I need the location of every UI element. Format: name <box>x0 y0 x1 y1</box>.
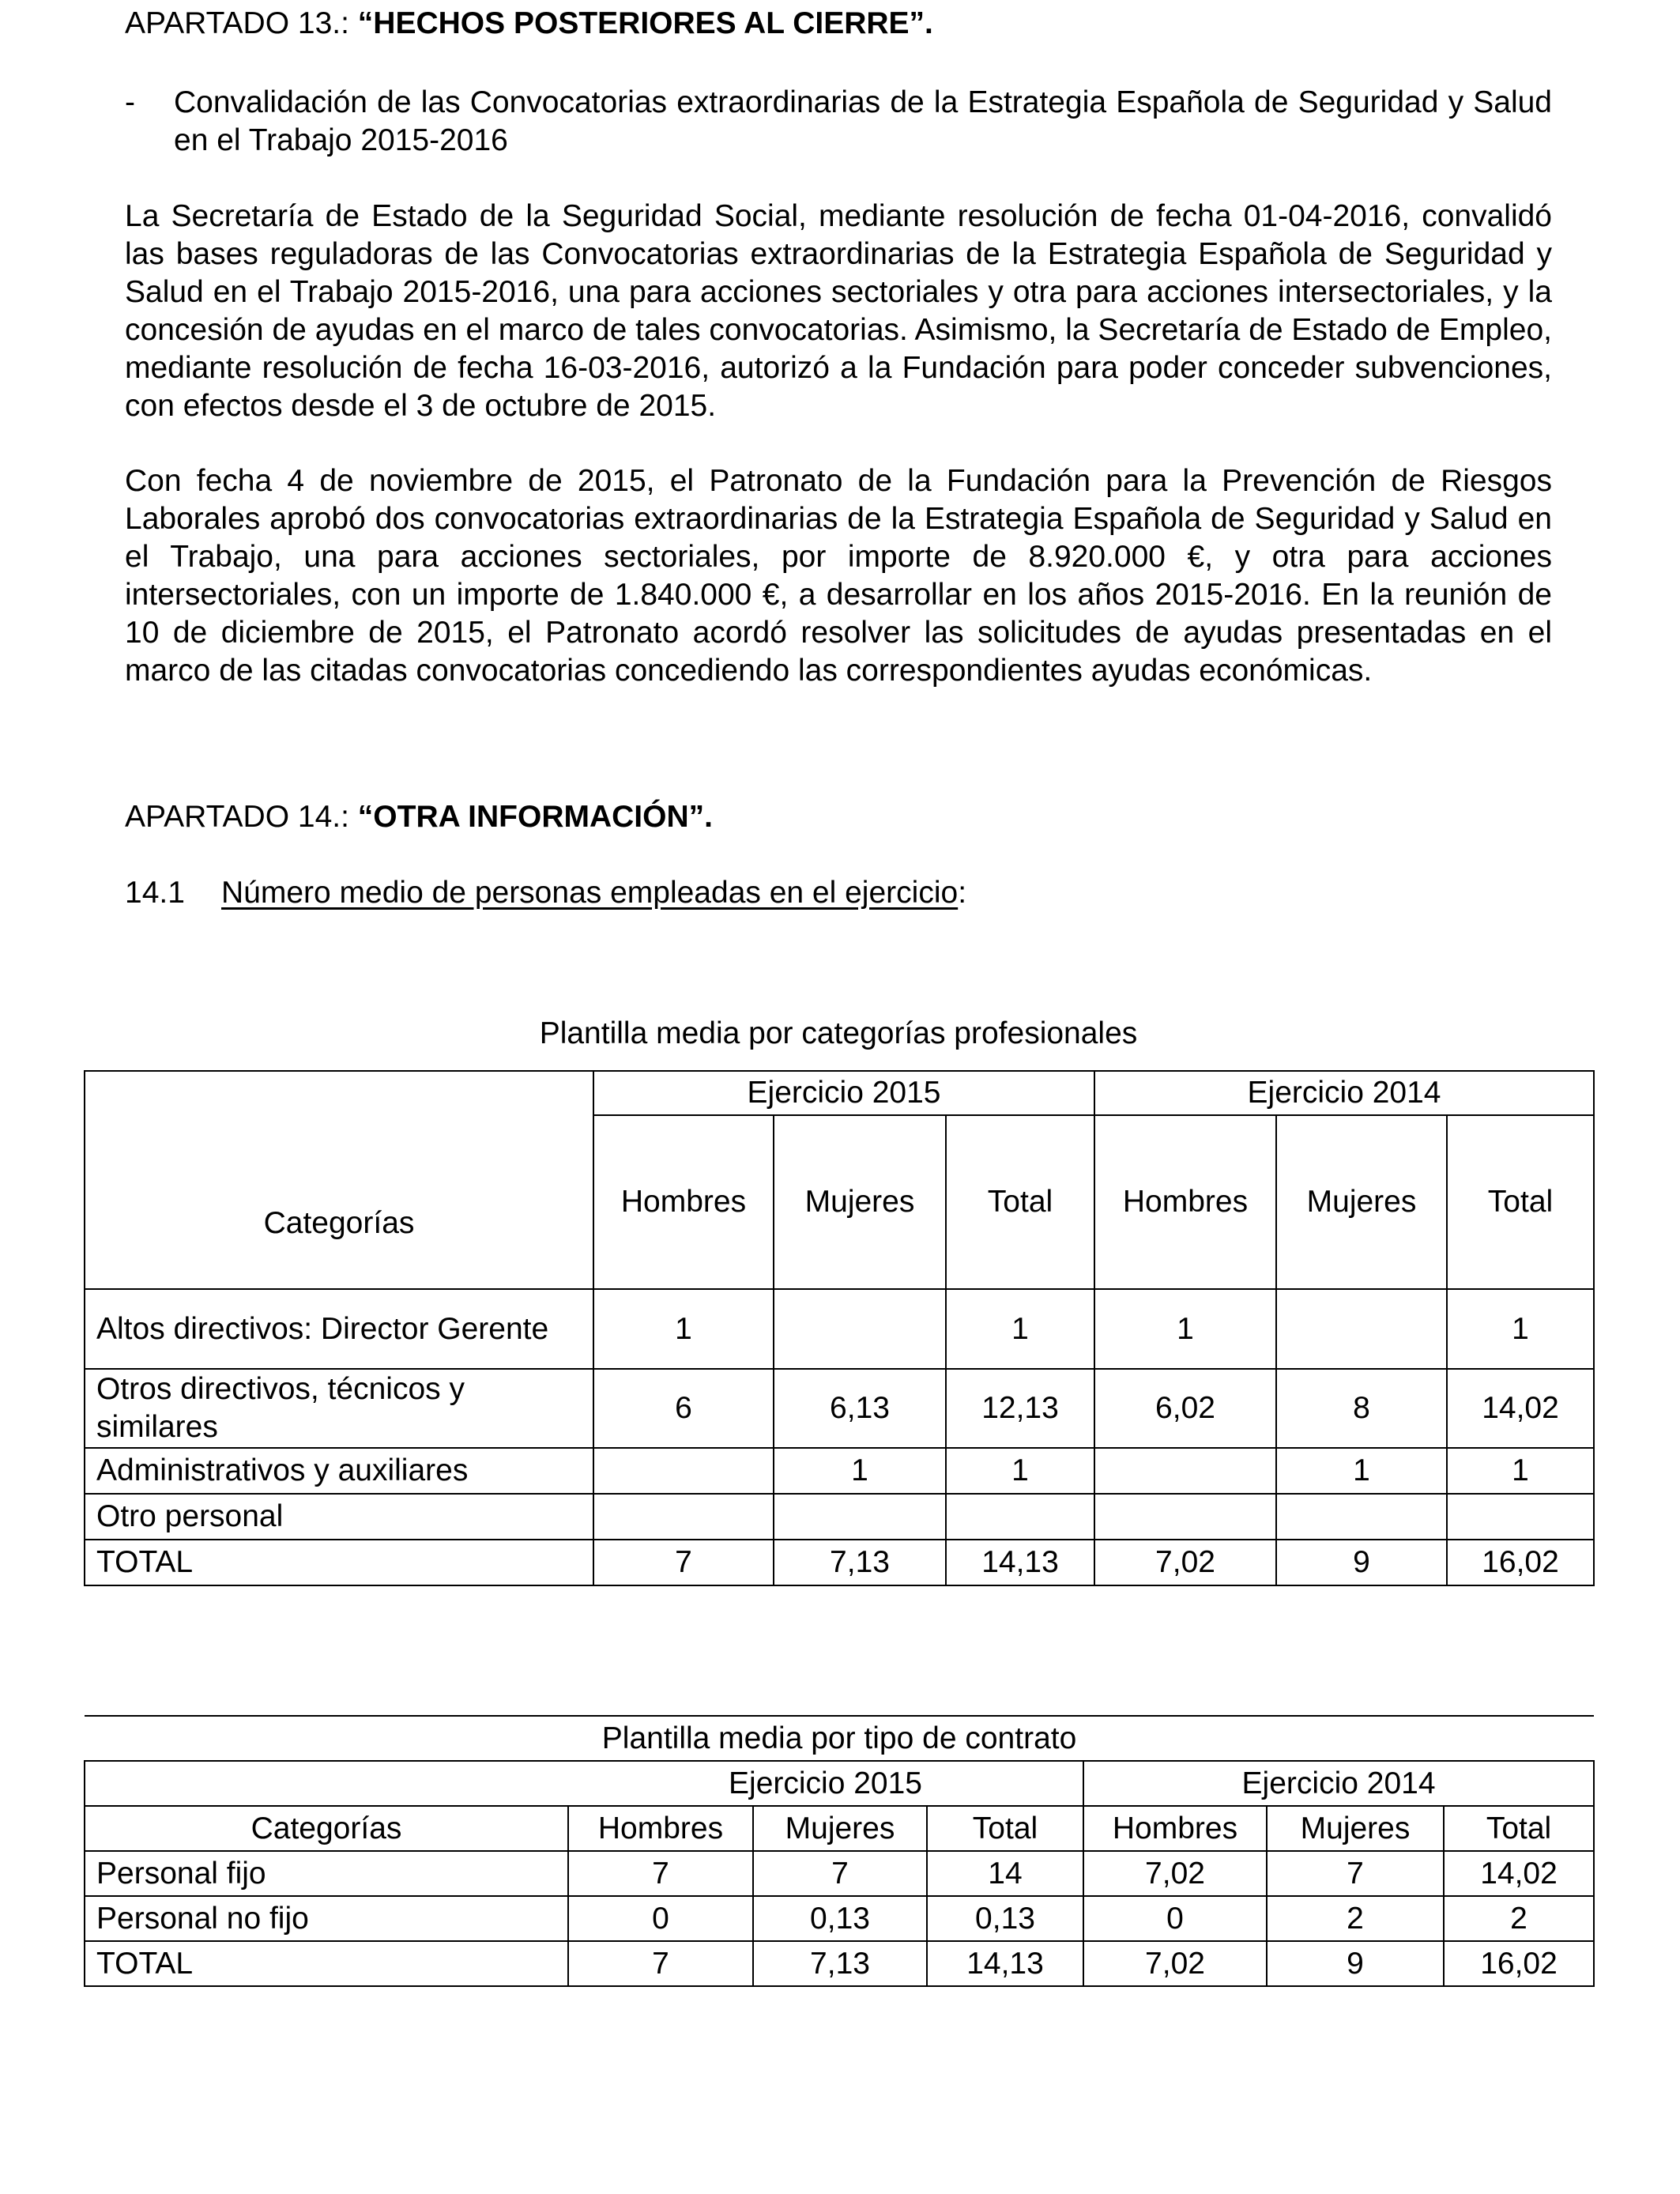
cell: 7 <box>568 1941 753 1986</box>
subsection-number: 14.1 <box>125 876 185 910</box>
cell: 2 <box>1267 1896 1444 1941</box>
table-2-column-headers <box>85 1806 1594 1851</box>
cell: 14,02 <box>1444 1851 1594 1896</box>
cell: 0 <box>1083 1896 1267 1941</box>
table-1-year-2015: Ejercicio 2015 <box>593 1071 1094 1115</box>
cell: 1 <box>774 1448 946 1494</box>
table-2-year-2015: Ejercicio 2015 <box>568 1761 1083 1806</box>
section-13-title: “HECHOS POSTERIORES AL CIERRE”. <box>357 6 933 40</box>
table-2-year-2014: Ejercicio 2014 <box>1083 1761 1594 1806</box>
cell <box>593 1448 774 1494</box>
table-2-col-total-2015: Total <box>927 1806 1083 1851</box>
section-14-prefix: APARTADO 14.: <box>125 800 358 834</box>
table-contract-type <box>84 1715 1595 1987</box>
cell: 12,13 <box>946 1369 1094 1448</box>
cell: 1 <box>1447 1289 1594 1369</box>
table-2-col-mujeres-2015: Mujeres <box>753 1806 927 1851</box>
section-13-paragraph-1 <box>125 198 1552 425</box>
cell: 0,13 <box>927 1896 1083 1941</box>
cell: 1 <box>593 1289 774 1369</box>
cell: 6 <box>593 1369 774 1448</box>
cell: 0 <box>568 1896 753 1941</box>
table-1-year-row <box>85 1071 1594 1115</box>
bullet-item <box>125 84 1552 160</box>
paragraph-2-text: Con fecha 4 de noviembre de 2015, el Patronato de la Fundación para la Prevención de Riesgos Laborales aprobó dos convocatorias extraordinarias de la Estrategia Española de Seguridad y Salud en el Trabajo, una para acciones sectoriales, por importe de 8.920.000 €, y otra para acciones intersectoriales, con un importe de 1.840.000 €, a desarrollar en los años 2015-2016. En la reunión de 10 de diciembre de 2015, el Patronato acordó resolver las solicitudes de ayudas presentadas en el marco de las citadas convocatorias concediendo las correspondientes ayudas económicas. <box>125 464 1552 688</box>
paragraph-1-text: La Secretaría de Estado de la Seguridad Social, mediante resolución de fecha 01-04-2016, convalidó las bases reguladoras de las Convocatorias extraordinarias de la Estrategia Española de Seguridad y Salud en el Trabajo 2015-2016, una para acciones sectoriales y otra para acciones intersectoriales, y la concesión de ayudas en el marco de tales convocatorias. Asimismo, la Secretaría de Estado de Empleo, mediante resolución de fecha 16-03-2016, autorizó a la Fundación para poder conceder subvenciones, con efectos desde el 3 de octubre de 2015. <box>125 199 1552 423</box>
table-1-col-total-2014: Total <box>1447 1115 1594 1289</box>
table-2-year-row <box>85 1761 1594 1806</box>
table-row <box>85 1289 1594 1369</box>
table-2-categories-header: Categorías <box>85 1806 568 1851</box>
table-1-categories-header: Categorías <box>85 1071 593 1289</box>
table-row <box>85 1448 1594 1494</box>
cell: 7,13 <box>774 1540 946 1585</box>
bullet-dash: - <box>125 85 135 119</box>
section-13-paragraph-2 <box>125 462 1552 690</box>
cell: 6,13 <box>774 1369 946 1448</box>
cell <box>1447 1494 1594 1540</box>
row-label: TOTAL <box>85 1941 568 1986</box>
table-row <box>85 1851 1594 1896</box>
cell: 7,02 <box>1083 1941 1267 1986</box>
cell: 7,02 <box>1083 1851 1267 1896</box>
table-1-col-total-2015: Total <box>946 1115 1094 1289</box>
cell: 1 <box>946 1289 1094 1369</box>
cell <box>946 1494 1094 1540</box>
table-1-col-hombres-2015: Hombres <box>593 1115 774 1289</box>
cell <box>593 1494 774 1540</box>
row-label: TOTAL <box>85 1540 593 1585</box>
table-2-empty-cell <box>85 1761 568 1806</box>
cell: 7 <box>753 1851 927 1896</box>
subsection-14-1 <box>125 874 1552 912</box>
table-2-title-row <box>85 1716 1594 1761</box>
table-1-col-mujeres-2014: Mujeres <box>1276 1115 1447 1289</box>
row-label: Altos directivos: Director Gerente <box>85 1289 593 1369</box>
cell <box>1094 1494 1276 1540</box>
cell: 7 <box>593 1540 774 1585</box>
cell <box>1276 1289 1447 1369</box>
cell: 1 <box>1276 1448 1447 1494</box>
cell: 7,13 <box>753 1941 927 1986</box>
table-1-year-2014: Ejercicio 2014 <box>1094 1071 1594 1115</box>
cell: 16,02 <box>1444 1941 1594 1986</box>
row-label: Otro personal <box>85 1494 593 1540</box>
subsection-title: Número medio de personas empleadas en el ejercicio <box>221 876 959 910</box>
table-2-col-total-2014: Total <box>1444 1806 1594 1851</box>
table-2-col-hombres-2014: Hombres <box>1083 1806 1267 1851</box>
cell: 6,02 <box>1094 1369 1276 1448</box>
cell <box>774 1494 946 1540</box>
table-row-total <box>85 1941 1594 1986</box>
table-row <box>85 1369 1594 1448</box>
cell: 2 <box>1444 1896 1594 1941</box>
row-label: Administrativos y auxiliares <box>85 1448 593 1494</box>
table-row <box>85 1896 1594 1941</box>
table-1-title: Plantilla media por categorías profesionales <box>539 1016 1138 1050</box>
table-1-col-hombres-2014: Hombres <box>1094 1115 1276 1289</box>
table-2-col-mujeres-2014: Mujeres <box>1267 1806 1444 1851</box>
cell: 9 <box>1276 1540 1447 1585</box>
table-row-total <box>85 1540 1594 1585</box>
section-13-prefix: APARTADO 13.: <box>125 6 358 40</box>
table-2-title: Plantilla media por tipo de contrato <box>85 1716 1594 1761</box>
cell: 8 <box>1276 1369 1447 1448</box>
subsection-colon: : <box>958 876 967 910</box>
cell <box>1094 1448 1276 1494</box>
cell: 9 <box>1267 1941 1444 1986</box>
table-2-col-hombres-2015: Hombres <box>568 1806 753 1851</box>
cell: 14,13 <box>946 1540 1094 1585</box>
cell: 0,13 <box>753 1896 927 1941</box>
row-label: Personal no fijo <box>85 1896 568 1941</box>
cell: 14 <box>927 1851 1083 1896</box>
cell: 7 <box>568 1851 753 1896</box>
cell: 1 <box>1447 1448 1594 1494</box>
cell: 1 <box>946 1448 1094 1494</box>
section-14-heading <box>125 798 1552 836</box>
cell <box>774 1289 946 1369</box>
bullet-text: Convalidación de las Convocatorias extraordinarias de la Estrategia Española de Seguridad y Salud en el Trabajo 2015-2016 <box>174 85 1552 157</box>
cell: 16,02 <box>1447 1540 1594 1585</box>
cell: 7 <box>1267 1851 1444 1896</box>
table-1-col-mujeres-2015: Mujeres <box>774 1115 946 1289</box>
section-14-title: “OTRA INFORMACIÓN”. <box>357 800 713 834</box>
row-label: Otros directivos, técnicos y similares <box>85 1369 593 1448</box>
table-row <box>85 1494 1594 1540</box>
table-categories <box>84 1070 1595 1586</box>
row-label: Personal fijo <box>85 1851 568 1896</box>
cell: 1 <box>1094 1289 1276 1369</box>
cell: 7,02 <box>1094 1540 1276 1585</box>
cell: 14,13 <box>927 1941 1083 1986</box>
cell <box>1276 1494 1447 1540</box>
cell: 14,02 <box>1447 1369 1594 1448</box>
section-13-heading <box>125 5 1552 43</box>
